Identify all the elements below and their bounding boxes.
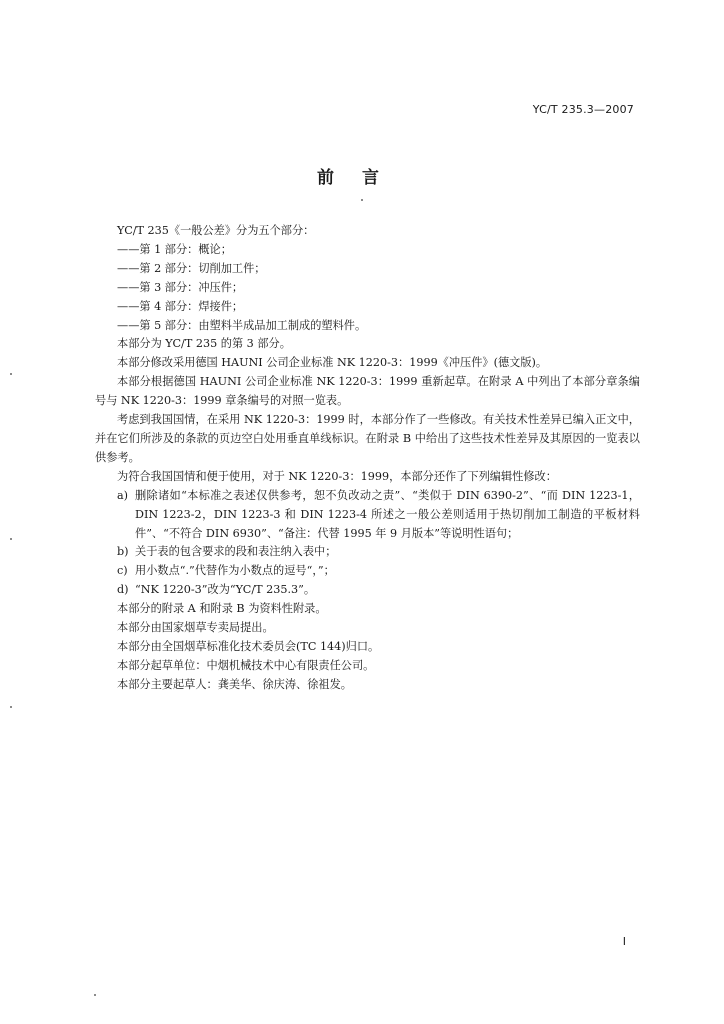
part-list-item: ——第 3 部分：冲压件； [117,280,244,294]
editorial-intro-paragraph: 为符合我国国情和便于使用，对于 NK 1220-3：1999，本部分还作了下列编辑性修改： [117,469,557,483]
scan-speck [10,706,12,708]
page-title: 前言 [317,168,407,188]
drafters-paragraph: 本部分主要起草人：龚美华、徐庆涛、徐祖发。 [117,677,352,691]
editorial-item-label: c) [117,564,128,578]
document-body [95,222,640,695]
editorial-item [95,487,640,544]
appendix-note-paragraph: 本部分的附录 A 和附录 B 为资料性附录。 [117,602,327,616]
scan-speck [10,538,12,540]
scan-speck [94,994,96,996]
part-list-item: ——第 5 部分：由塑料半成品加工制成的塑料件。 [117,318,367,332]
editorial-item-label: a) [117,488,129,502]
drafted-from-paragraph: 本部分根据德国 HAUNI 公司企业标准 NK 1220-3：1999 重新起草。在附录 A 中列出了本部分章条编号与 NK 1220-3：1999 章条编号的对照一览表。 [95,375,640,408]
editorial-item-text: 删除诸如“本标准之表述仅供参考，恕不负改动之责”、“类似于 DIN 6390-2”、“而 DIN 1223-1，DIN 1223-2，DIN 1223-3 和 DIN 1223-4 所述之一般公差则适用于热切削加工制造的平板材料件”、“不符合 DIN 6930”、“备注：代替 1995 年 9 月版本”等说明性语句； [135,488,640,540]
considering-paragraph: 考虑到我国国情，在采用 NK 1220-3：1999 时，本部分作了一些修改。有关技术性差异已编入正文中，并在它们所涉及的条款的页边空白处用垂直单线标识。在附录 B 中给出了这些技术性差异及其原因的一览表以供参考。 [95,413,640,464]
editorial-item [95,543,640,562]
scan-speck [10,373,12,375]
editorial-item [95,562,640,581]
editorial-item [95,581,640,600]
page-number: I [622,935,626,948]
part-list-item: ——第 1 部分：概论； [117,242,232,256]
editorial-item-text: 关于表的包含要求的段和表注纳入表中； [135,545,337,559]
intro-paragraph: YC/T 235《一般公差》分为五个部分： [117,224,315,237]
standard-code-header: YC/T 235.3—2007 [532,103,634,116]
editorial-item-text: “NK 1220-3”改为“YC/T 235.3”。 [135,583,316,597]
managed-by-paragraph: 本部分由全国烟草标准化技术委员会(TC 144)归口。 [117,639,380,653]
drafting-unit-paragraph: 本部分起草单位：中烟机械技术中心有限责任公司。 [117,658,375,672]
editorial-item-label: b) [117,545,129,559]
editorial-item-text: 用小数点“.”代替作为小数点的逗号“，”； [135,564,335,578]
editorial-item-label: d) [117,583,129,597]
part-list-item: ——第 4 部分：焊接件； [117,299,244,313]
modified-from-paragraph: 本部分修改采用德国 HAUNI 公司企业标准 NK 1220-3：1999《冲压件》(德文版)。 [117,356,548,370]
this-part-paragraph: 本部分为 YC/T 235 的第 3 部分。 [117,337,291,351]
scan-speck [361,199,363,201]
proposed-by-paragraph: 本部分由国家烟草专卖局提出。 [117,621,274,635]
part-list-item: ——第 2 部分：切削加工件； [117,261,266,275]
